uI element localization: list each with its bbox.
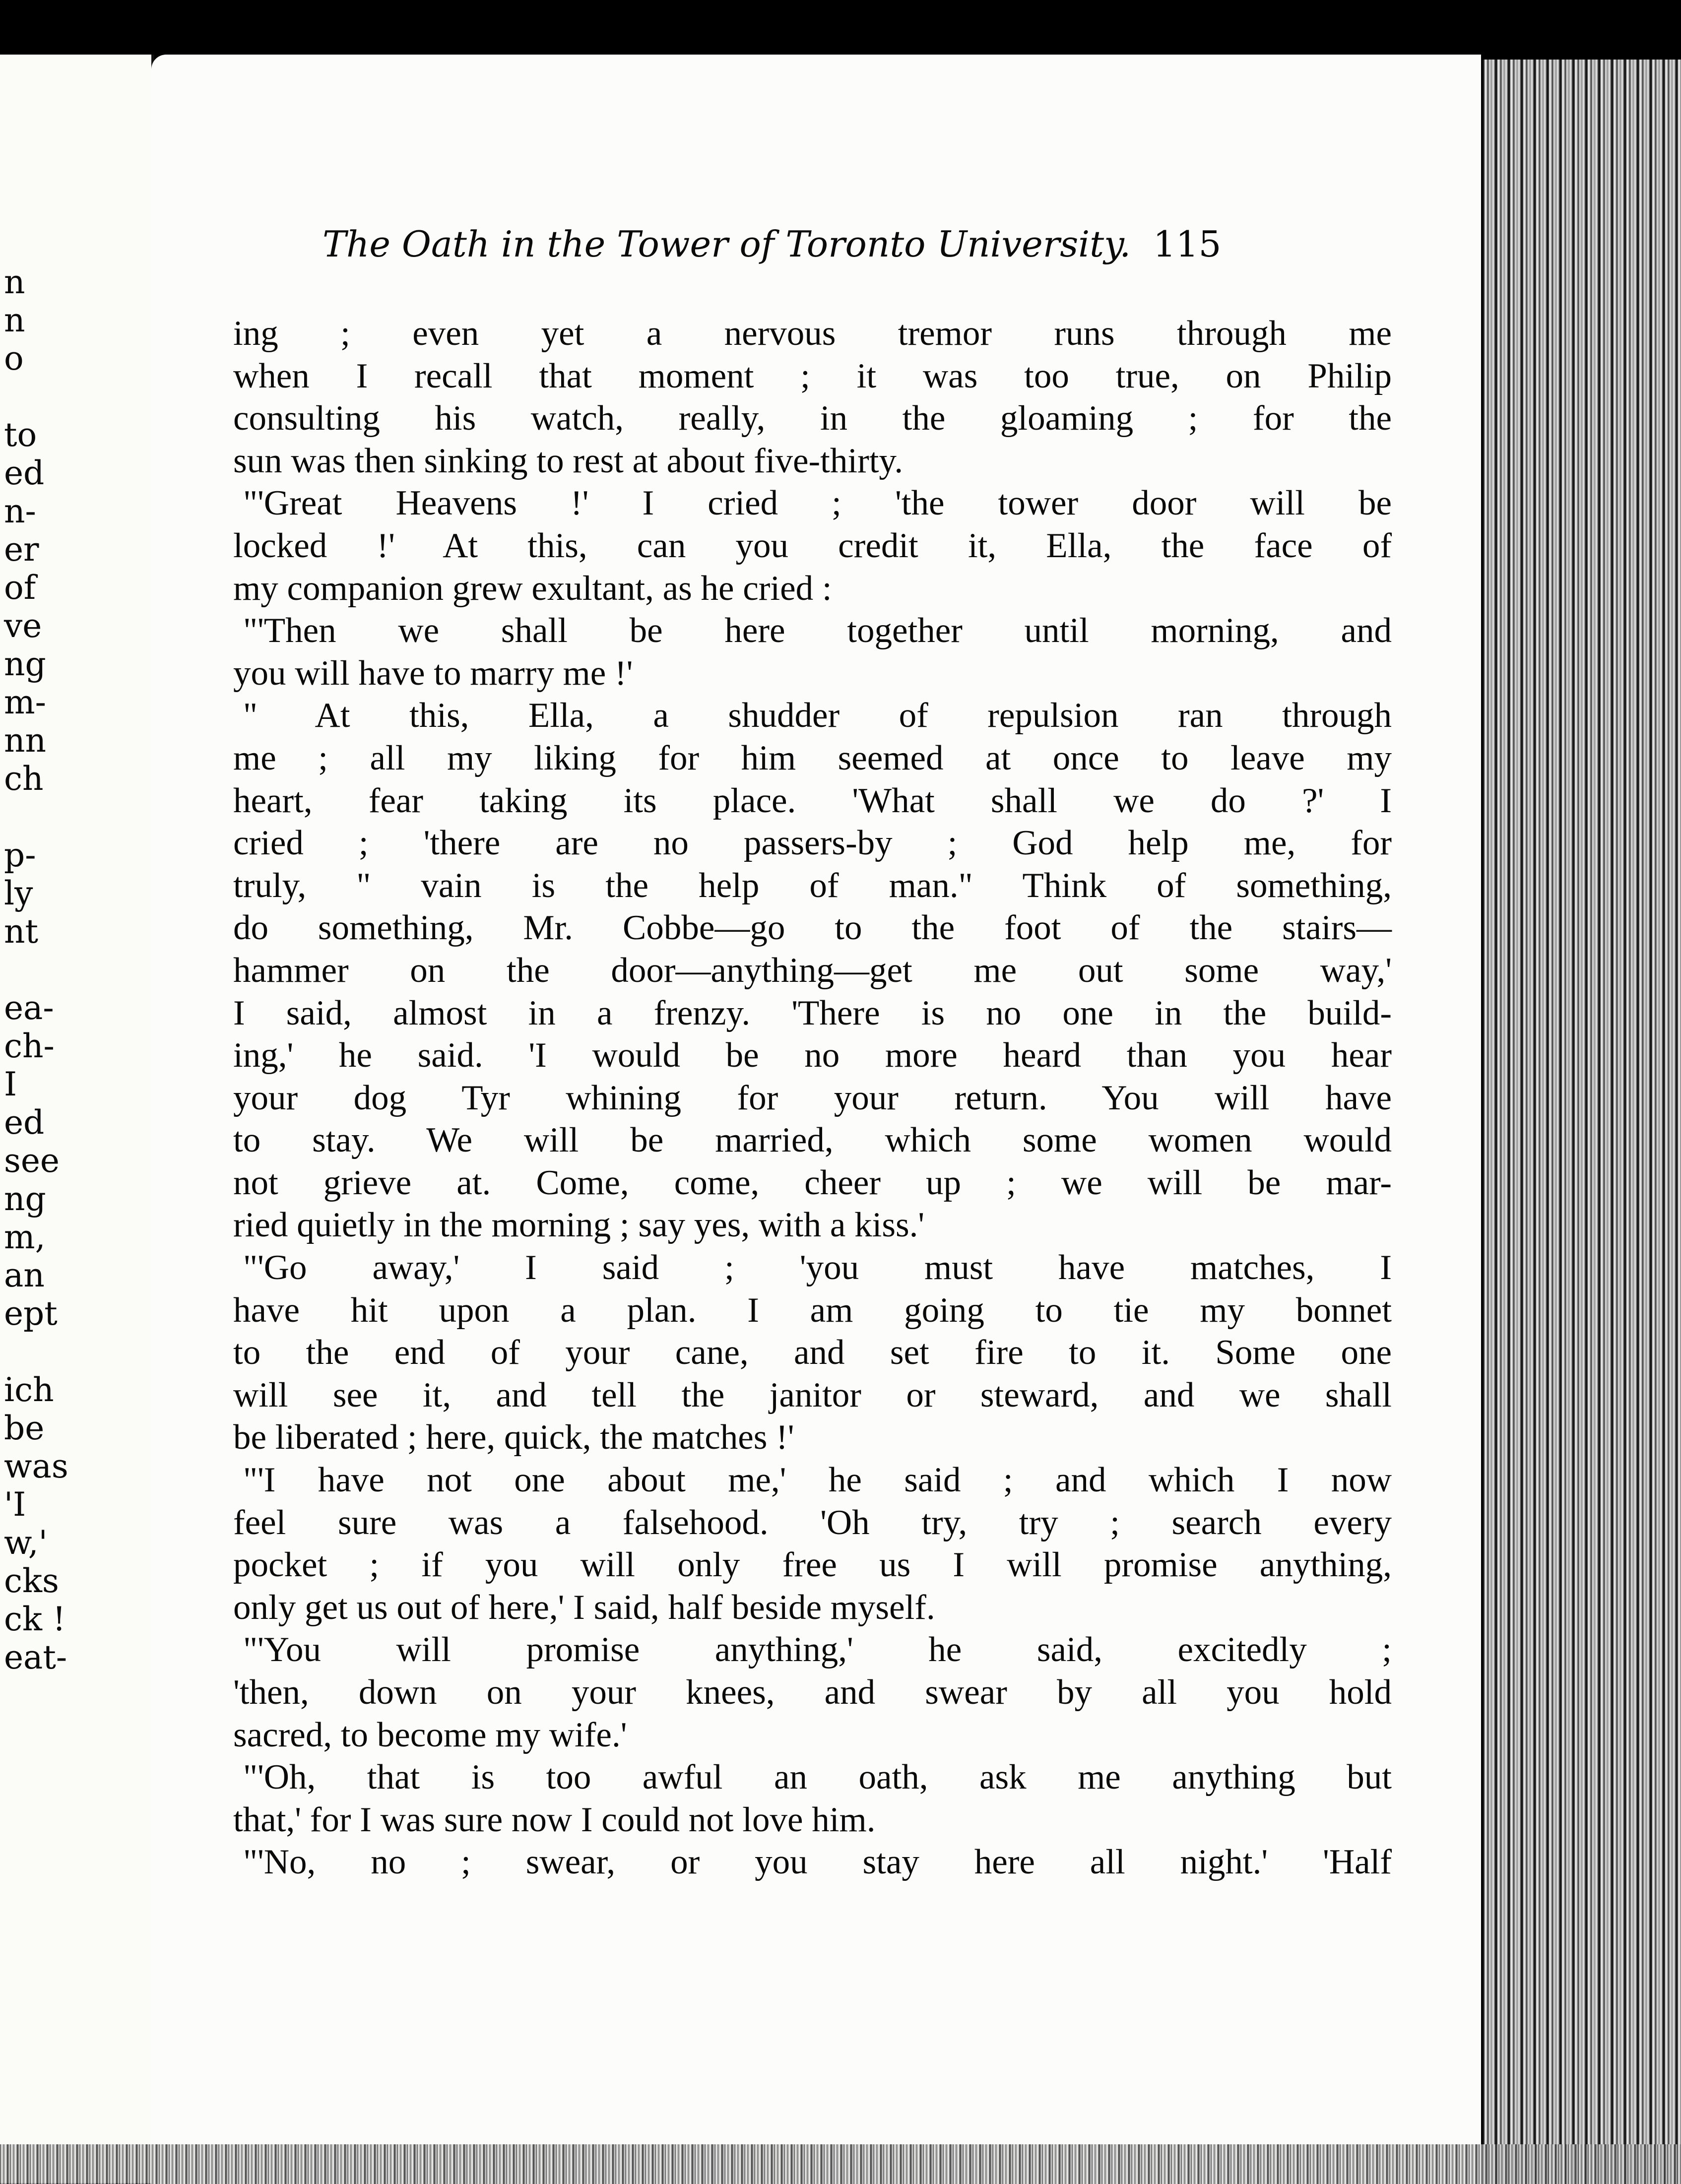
- left-page-fragment: m-: [4, 683, 46, 721]
- body-line: do something, Mr. Cobbe—go to the foot of the stairs—: [233, 908, 1392, 948]
- body-line: your dog Tyr whining for your return. You will have: [233, 1078, 1392, 1117]
- left-page-fragment: be: [4, 1409, 45, 1447]
- body-line: consulting his watch, really, in the gloaming ; for the: [233, 399, 1392, 438]
- left-page-fragment: n-: [4, 492, 36, 530]
- body-line: have hit upon a plan. I am going to tie my bonnet: [233, 1290, 1392, 1330]
- body-line: truly, " vain is the help of man." Think of something,: [233, 866, 1392, 905]
- body-text: [233, 313, 1392, 1884]
- left-page-fragment: ch-: [4, 1027, 55, 1065]
- left-page-fragment: 'I: [4, 1485, 26, 1524]
- left-page-fragment: ea-: [4, 989, 54, 1027]
- left-page-fragment: ly: [4, 874, 33, 912]
- left-page-edge: [0, 55, 154, 2183]
- left-page-fragment: ve: [4, 607, 42, 645]
- body-line: feel sure was a falsehood. 'Oh try, try ; search every: [233, 1503, 1392, 1542]
- body-line: my companion grew exultant, as he cried :: [233, 569, 832, 608]
- left-page-fragment: ed: [4, 1103, 45, 1142]
- body-line: will see it, and tell the janitor or steward, and we shall: [233, 1375, 1392, 1414]
- left-page-fragment: m,: [4, 1218, 46, 1256]
- body-line: "'Great Heavens !' I cried ; 'the tower door will be: [243, 484, 1392, 523]
- left-page-fragment: was: [4, 1447, 68, 1485]
- left-page-fragment: I: [4, 1065, 17, 1103]
- body-line: ing ; even yet a nervous tremor runs through me: [233, 314, 1392, 353]
- body-line: heart, fear taking its place. 'What shall we do ?' I: [233, 781, 1392, 820]
- body-line: "'Then we shall be here together until morning, and: [243, 611, 1392, 650]
- left-page-fragment: ich: [4, 1371, 54, 1409]
- right-binding-gutter: [1483, 60, 1681, 2184]
- left-page-fragment: o: [4, 339, 24, 378]
- bottom-scan-edge: [0, 2144, 1681, 2184]
- body-line: "'No, no ; swear, or you stay here all night.' 'Half: [243, 1843, 1392, 1882]
- body-line: ried quietly in the morning ; say yes, with a kiss.': [233, 1206, 925, 1245]
- body-line: locked !' At this, can you credit it, Ella, the face of: [233, 526, 1392, 565]
- left-page-fragment: ng: [4, 645, 46, 683]
- left-page-fragment: er: [4, 530, 39, 569]
- left-page-fragment: see: [4, 1142, 60, 1180]
- left-page-fragment: an: [4, 1256, 45, 1294]
- left-page-fragment: nt: [4, 912, 39, 951]
- header-title: The Oath in the Tower of Toronto University.: [323, 223, 1131, 265]
- left-page-fragment: ed: [4, 454, 45, 492]
- left-page-fragment: ng: [4, 1180, 46, 1218]
- body-line: ing,' he said. 'I would be no more heard than you hear: [233, 1036, 1392, 1075]
- body-line: "'I have not one about me,' he said ; and which I now: [243, 1461, 1392, 1500]
- body-line: pocket ; if you will only free us I will promise anything,: [233, 1545, 1392, 1585]
- left-page-fragment: n: [4, 263, 25, 301]
- body-line: you will have to marry me !': [233, 653, 633, 693]
- body-line: to stay. We will be married, which some women would: [233, 1121, 1392, 1160]
- left-page-fragment: ept: [4, 1294, 58, 1333]
- body-line: that,' for I was sure now I could not love him.: [233, 1800, 876, 1839]
- body-line: only get us out of here,' I said, half beside myself.: [233, 1588, 935, 1627]
- body-line: when I recall that moment ; it was too true, on Philip: [233, 356, 1392, 395]
- body-line: "'You will promise anything,' he said, excitedly ;: [243, 1630, 1392, 1670]
- left-page-fragment: nn: [4, 721, 47, 760]
- left-page-fragment: ch: [4, 760, 44, 798]
- body-line: sun was then sinking to rest at about five-thirty.: [233, 441, 904, 480]
- left-page-fragment: to: [4, 416, 37, 454]
- left-page-fragment: p-: [4, 836, 36, 874]
- body-line: I said, almost in a frenzy. 'There is no one in the build-: [233, 993, 1392, 1032]
- body-line: be liberated ; here, quick, the matches !': [233, 1418, 794, 1457]
- body-line: to the end of your cane, and set fire to it. Some one: [233, 1333, 1392, 1372]
- left-page-fragment: w,': [4, 1524, 48, 1562]
- body-line: " At this, Ella, a shudder of repulsion ran through: [243, 696, 1392, 735]
- body-line: "'Oh, that is too awful an oath, ask me anything but: [243, 1758, 1392, 1797]
- running-head: [323, 223, 1404, 265]
- body-line: not grieve at. Come, come, cheer up ; we will be mar-: [233, 1163, 1392, 1202]
- body-line: "'Go away,' I said ; 'you must have matches, I: [243, 1248, 1392, 1287]
- body-line: cried ; 'there are no passers-by ; God help me, for: [233, 824, 1392, 863]
- left-page-fragment: eat-: [4, 1638, 67, 1676]
- main-page: [151, 55, 1481, 2184]
- body-line: me ; all my liking for him seemed at once to leave my: [233, 738, 1392, 777]
- page-number: 115: [1153, 223, 1222, 265]
- body-line: 'then, down on your knees, and swear by all you hold: [233, 1673, 1392, 1712]
- left-page-fragment: ck !: [4, 1600, 66, 1638]
- body-line: sacred, to become my wife.': [233, 1715, 627, 1754]
- left-page-fragment: of: [4, 569, 36, 607]
- left-page-fragment: cks: [4, 1562, 59, 1600]
- left-page-fragment: n: [4, 301, 25, 339]
- body-line: hammer on the door—anything—get me out some way,': [233, 951, 1392, 990]
